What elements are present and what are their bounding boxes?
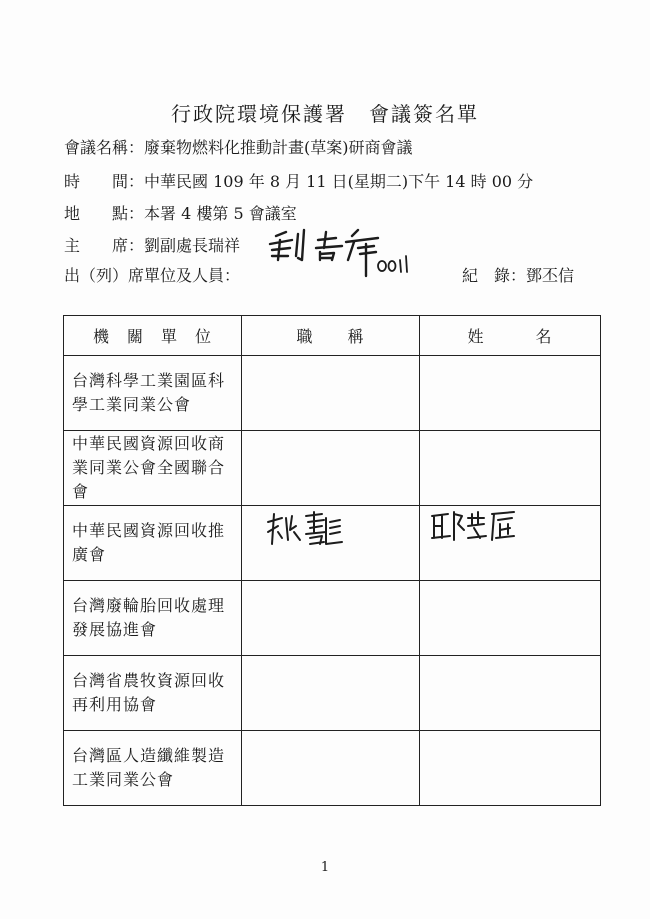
- table-row: [64, 656, 601, 731]
- table-row: [64, 581, 601, 656]
- column-header-organization: 機 關 單 位: [64, 316, 242, 356]
- title-cell[interactable]: [242, 731, 420, 806]
- attendees-label: 出（列）席單位及人員：: [64, 266, 241, 285]
- handwritten-name-signature: [428, 508, 524, 548]
- recorder-value: 鄧丕信: [526, 266, 575, 285]
- page-number: 1: [320, 860, 330, 875]
- column-header-name: 姓 名: [420, 316, 601, 356]
- meeting-name-row: [64, 138, 413, 158]
- organization-cell: 中華民國資源回收商業同業公會全國聯合會: [64, 431, 242, 506]
- table-row: [64, 731, 601, 806]
- name-cell[interactable]: [420, 656, 601, 731]
- table-row: [64, 506, 601, 581]
- meeting-chair-row: [64, 236, 240, 256]
- organization-cell: 中華民國資源回收推廣會: [64, 506, 242, 581]
- meeting-place-value: 本署 4 樓第 5 會議室: [144, 204, 297, 223]
- organization-cell: 台灣區人造纖維製造工業同業公會: [64, 731, 242, 806]
- meeting-time-row: [64, 172, 533, 192]
- page-title: [0, 98, 650, 127]
- title-organization: 行政院環境保護署: [171, 102, 347, 126]
- title-cell[interactable]: [242, 356, 420, 431]
- chair-signature: [262, 226, 412, 290]
- attendance-table: [63, 315, 601, 806]
- title-cell[interactable]: [242, 431, 420, 506]
- title-cell[interactable]: [242, 506, 420, 581]
- attendees-row: [64, 266, 240, 286]
- name-cell[interactable]: [420, 356, 601, 431]
- title-document: 會議簽名單: [369, 102, 479, 126]
- meeting-place-label: 地 點：: [64, 204, 145, 223]
- name-cell[interactable]: [420, 506, 601, 581]
- organization-cell: 台灣省農牧資源回收再利用協會: [64, 656, 242, 731]
- title-cell[interactable]: [242, 581, 420, 656]
- meeting-chair-label: 主 席：: [64, 236, 145, 255]
- name-cell[interactable]: [420, 731, 601, 806]
- meeting-name-label: 會議名稱：: [64, 138, 145, 157]
- table-row: [64, 431, 601, 506]
- name-cell[interactable]: [420, 431, 601, 506]
- organization-cell: 台灣科學工業園區科學工業同業公會: [64, 356, 242, 431]
- title-cell[interactable]: [242, 656, 420, 731]
- meeting-time-value: 中華民國 109 年 8 月 11 日(星期二)下午 14 時 00 分: [144, 172, 534, 191]
- recorder-row: [462, 266, 574, 286]
- handwritten-title-signature: [264, 510, 350, 550]
- meeting-time-label: 時 間：: [64, 172, 145, 191]
- organization-cell: 台灣廢輪胎回收處理發展協進會: [64, 581, 242, 656]
- meeting-name-value: 廢棄物燃料化推動計畫(草案)研商會議: [144, 138, 413, 157]
- table-row: [64, 356, 601, 431]
- meeting-place-row: [64, 204, 297, 224]
- recorder-label: 紀 錄：: [462, 266, 527, 285]
- meeting-chair-value: 劉副處長瑞祥: [144, 236, 241, 255]
- name-cell[interactable]: [420, 581, 601, 656]
- table-header-row: [64, 316, 601, 356]
- column-header-title: 職 稱: [242, 316, 420, 356]
